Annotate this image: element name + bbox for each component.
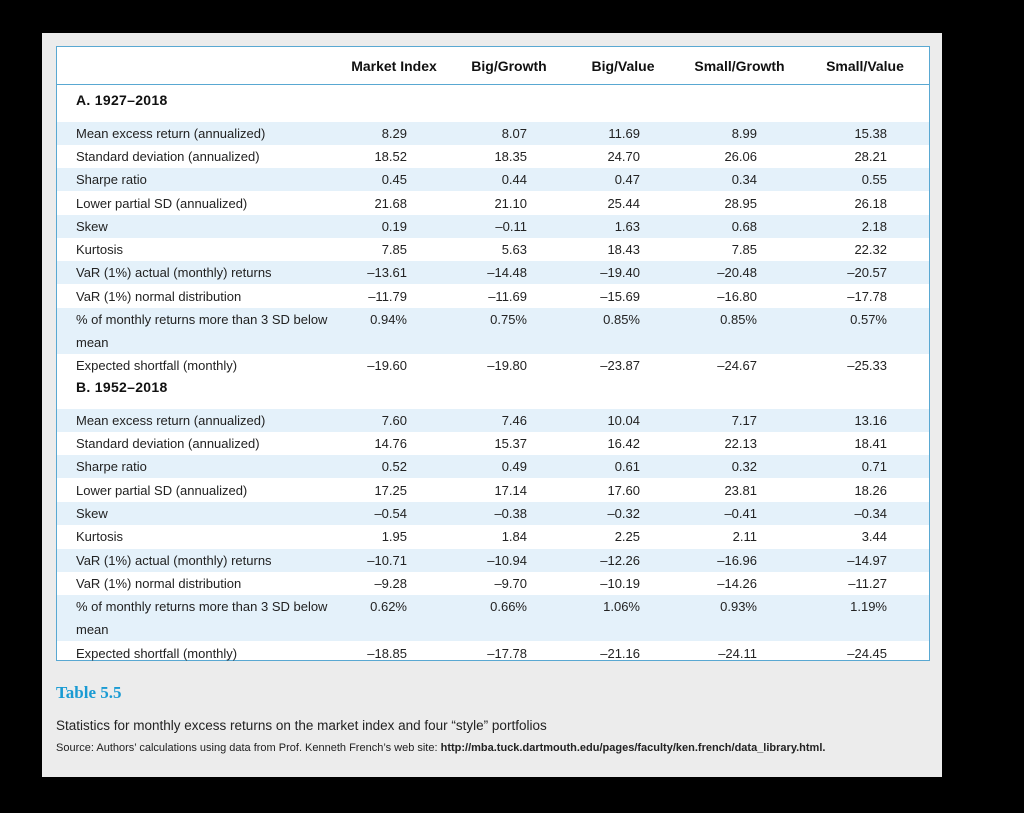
table-row [57,455,929,478]
table-cell: –11.69 [488,289,527,304]
table-cell: 22.13 [724,436,757,451]
table-cell: 24.70 [607,149,640,164]
table-cell: 15.38 [854,126,887,141]
row-label: VaR (1%) actual (monthly) returns [76,553,272,568]
table-cell: –9.28 [374,576,407,591]
column-header-big-value: Big/Value [591,58,655,74]
table-cell: 0.71 [861,459,887,474]
table-cell: 23.81 [724,483,757,498]
table-row [57,479,929,502]
table-cell: 2.11 [732,529,757,544]
table-cell: 0.68 [731,219,757,234]
table-cell: 0.47 [614,172,640,187]
table-cell: 0.75% [490,312,527,327]
table-cell: –14.26 [717,576,757,591]
table-header [57,47,929,85]
table-cell: 28.21 [854,149,887,164]
table-cell: –16.96 [717,553,757,568]
table-cell: –12.26 [600,553,640,568]
row-label: Sharpe ratio [76,172,147,187]
table-cell: –19.60 [367,358,407,373]
table-cell: 0.85% [720,312,757,327]
table-cell: 21.68 [374,196,407,211]
table-cell: 22.32 [854,242,887,257]
table-row [57,525,929,548]
table-row [57,285,929,308]
table-cell: –23.87 [600,358,640,373]
row-label: Kurtosis [76,529,123,544]
table-row [57,432,929,455]
row-label: Lower partial SD (annualized) [76,483,248,498]
table-cell: 0.52 [381,459,407,474]
table-cell: –0.54 [374,506,407,521]
table-cell: –25.33 [847,358,887,373]
table-cell: 0.55 [861,172,887,187]
table-cell: –15.69 [600,289,640,304]
table-cell: 1.06% [603,599,640,614]
source-url: http://mba.tuck.dartmouth.edu/pages/faculty/ken.french/data_library.html. [440,742,826,754]
table-row [57,502,929,525]
row-label: Mean excess return (annualized) [76,126,266,141]
table-cell: 16.42 [607,436,640,451]
table-cell: 0.62% [370,599,407,614]
table-row [57,595,929,641]
table-cell: 1.19% [850,599,887,614]
table-cell: 21.10 [494,196,527,211]
table-cell: 0.61 [614,459,640,474]
row-label: % of monthly returns more than 3 SD below mean [76,599,328,637]
table-row [57,642,929,665]
table-cell: –18.85 [367,646,407,661]
table-cell: 10.04 [607,413,640,428]
table-cell: 1.84 [501,529,527,544]
table-row [57,308,929,354]
row-label: Lower partial SD (annualized) [76,196,248,211]
table-row [57,409,929,432]
table-cell: –14.97 [847,553,887,568]
table-cell: –24.45 [847,646,887,661]
table-cell: –0.34 [854,506,887,521]
table-cell: 28.95 [724,196,757,211]
table-cell: 5.63 [501,242,527,257]
table-number: Table 5.5 [56,683,122,702]
table-row [57,192,929,215]
table-cell: 26.18 [854,196,887,211]
row-label: Expected shortfall (monthly) [76,358,238,373]
table-cell: –10.94 [487,553,527,568]
row-label: Standard deviation (annualized) [76,436,260,451]
source-prefix: Source: Authors’ calculations using data from Prof. Kenneth French’s web site: [56,742,441,754]
section-title: B. 1952–2018 [76,379,168,395]
table-row [57,354,929,377]
row-label: Standard deviation (annualized) [76,149,260,164]
table-cell: 0.34 [731,172,757,187]
table-cell: 7.60 [381,413,407,428]
table-cell: 18.26 [854,483,887,498]
table-cell: 14.76 [374,436,407,451]
table-cell: –19.80 [487,358,527,373]
table-cell: 1.63 [614,219,640,234]
row-label: Sharpe ratio [76,459,147,474]
table-row [57,572,929,595]
table-cell: 0.45 [381,172,407,187]
table-cell: 3.44 [861,529,887,544]
row-label: Skew [76,219,108,234]
table-cell: 25.44 [607,196,640,211]
source-note [56,741,926,756]
table-cell: 7.85 [381,242,407,257]
table-cell: 1.95 [381,529,407,544]
table-card [42,33,942,777]
table-cell: –17.78 [487,646,527,661]
table-cell: –0.32 [607,506,640,521]
table-cell: 7.17 [731,413,757,428]
table-cell: –20.57 [847,265,887,280]
table-cell: –11.27 [848,576,887,591]
table-cell: –0.41 [724,506,757,521]
table-caption: Statistics for monthly excess returns on the market index and four “style” portfolios [56,718,547,733]
table-cell: 8.99 [731,126,757,141]
table-cell: 8.29 [381,126,407,141]
table-cell: –11.79 [368,289,407,304]
table-cell: 0.57% [850,312,887,327]
column-header-small-growth: Small/Growth [694,58,785,74]
table-cell: –21.16 [600,646,640,661]
column-header-market-index: Market Index [351,58,437,74]
table-cell: 7.85 [731,242,757,257]
table-cell: –24.11 [718,646,757,661]
table-cell: 0.66% [490,599,527,614]
table-cell: 18.35 [494,149,527,164]
table-row [57,261,929,284]
row-label: VaR (1%) normal distribution [76,289,242,304]
table-row [57,238,929,261]
table-cell: 18.43 [607,242,640,257]
table-cell: 15.37 [494,436,527,451]
row-label: VaR (1%) normal distribution [76,576,242,591]
row-label: Mean excess return (annualized) [76,413,266,428]
table-row [57,122,929,145]
table-cell: 18.52 [374,149,407,164]
table-cell: 0.32 [731,459,757,474]
table-cell: –14.48 [487,265,527,280]
column-header-big-growth: Big/Growth [471,58,547,74]
row-label: VaR (1%) actual (monthly) returns [76,265,272,280]
row-label: Expected shortfall (monthly) [76,646,238,661]
table-row [57,145,929,168]
table-cell: 0.94% [370,312,407,327]
table-cell: 0.93% [720,599,757,614]
table-cell: 0.49 [501,459,527,474]
row-label: % of monthly returns more than 3 SD below mean [76,312,328,350]
row-label: Skew [76,506,108,521]
row-label: Kurtosis [76,242,123,257]
table-cell: 17.60 [607,483,640,498]
table-cell: –13.61 [367,265,407,280]
table-row [57,215,929,238]
table-cell: –0.11 [495,219,527,234]
table-cell: –9.70 [494,576,527,591]
table-cell: –10.71 [367,553,407,568]
table-cell: 2.18 [861,219,887,234]
table-cell: –0.38 [494,506,527,521]
table-row [57,168,929,191]
table-cell: 8.07 [501,126,527,141]
table-cell: 7.46 [501,413,527,428]
statistics-table [56,46,930,661]
table-cell: 2.25 [614,529,640,544]
table-cell: –19.40 [600,265,640,280]
table-cell: 11.69 [608,126,640,141]
table-cell: 0.85% [603,312,640,327]
table-cell: –16.80 [717,289,757,304]
table-cell: 18.41 [854,436,887,451]
table-cell: 17.25 [374,483,407,498]
table-cell: 0.44 [501,172,527,187]
table-cell: –10.19 [600,576,640,591]
table-cell: 13.16 [854,413,887,428]
table-row [57,549,929,572]
table-cell: 0.19 [381,219,407,234]
table-cell: –20.48 [717,265,757,280]
table-cell: 17.14 [494,483,527,498]
column-header-small-value: Small/Value [826,58,904,74]
table-cell: –24.67 [717,358,757,373]
section-title: A. 1927–2018 [76,92,168,108]
table-cell: 26.06 [724,149,757,164]
table-cell: –17.78 [847,289,887,304]
